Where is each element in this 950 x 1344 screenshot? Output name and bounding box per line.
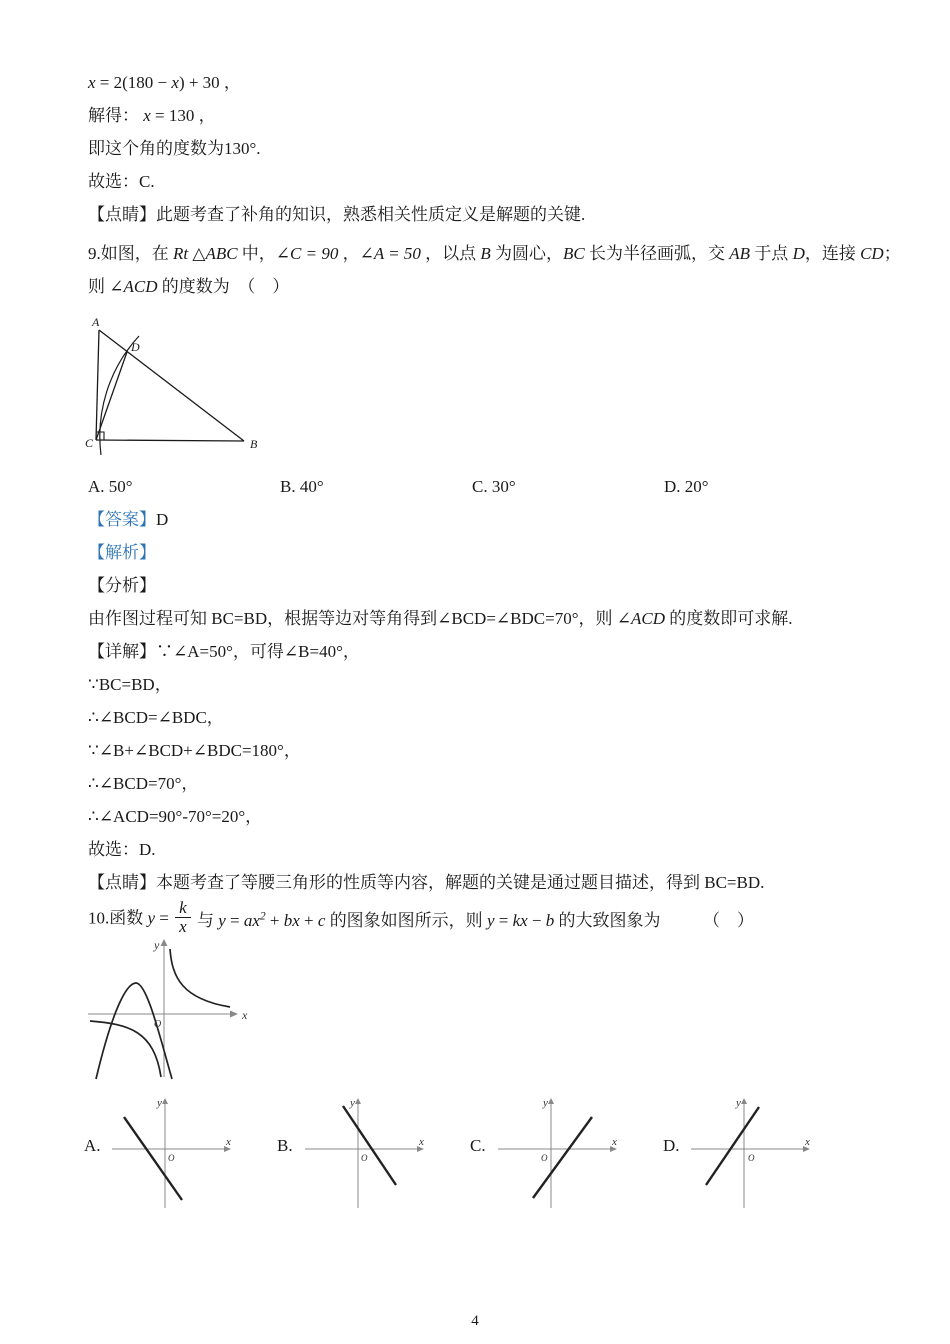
q10-stem-suffix: 与 $y = ax^2$ + bx + c 的图象如图所示，则 y = kx − b 的大致图象为 （ ） xyxy=(192,909,755,930)
option-label: C. xyxy=(472,477,488,496)
q9-fenxi-text: 由作图过程可知 BC=BD，根据等边对等角得到∠BCD=∠BDC=70°，则 ∠ACD 的度数即可求解. xyxy=(88,609,793,628)
option-label: B. xyxy=(280,477,296,496)
y-axis-label: y xyxy=(157,1096,162,1109)
y-axis-label: y xyxy=(154,937,160,952)
option-label: A. xyxy=(84,1135,101,1155)
q8-conclusion: 即这个角的度数为130°. xyxy=(88,139,261,158)
function-graph xyxy=(84,937,262,1085)
fraction-k-over-x xyxy=(175,899,191,936)
q9-stem-line2: 则 ∠ACD 的度数为 （ ） xyxy=(88,277,290,296)
q10-main-graph xyxy=(84,937,892,1090)
x-axis-label: x xyxy=(226,1135,231,1148)
page-number: 4 xyxy=(471,1313,479,1329)
line-positive-slope-positive-intercept xyxy=(706,1107,759,1185)
dianjing-text: 本题考查了等腰三角形的性质等内容，解题的关键是通过题目描述，得到 BC=BD. xyxy=(156,873,765,892)
q10-stem-prefix: 10.函数 y = xyxy=(88,908,174,928)
dianjing-tag: 【点睛】 xyxy=(88,205,156,224)
q10-option-a xyxy=(84,1096,277,1214)
q9-step: 【详解】∵∠A=50°，可得∠B=40°， xyxy=(88,642,360,661)
origin-label: O xyxy=(748,1152,755,1163)
triangle-diagram xyxy=(84,313,296,459)
q10-option-b xyxy=(277,1096,470,1214)
q9-step: 故选：D. xyxy=(88,840,156,859)
q8-solve-line: 解得： x = 130 ， xyxy=(88,106,216,125)
vertex-label-A: A xyxy=(92,315,100,329)
q9-jiexi-line xyxy=(88,536,892,569)
q9-dianjing xyxy=(88,866,892,899)
q10-stem xyxy=(88,899,892,937)
option-label: B. xyxy=(277,1135,293,1155)
vertex-label-D: D xyxy=(131,340,140,354)
q10-option-c xyxy=(470,1096,663,1214)
option-value: 40° xyxy=(299,477,324,496)
option-d-graph xyxy=(689,1096,814,1214)
line-negative-slope-positive-intercept xyxy=(343,1106,396,1185)
q9-stem-line1: 9.如图，在 Rt △ABC 中，∠C = 90 ，∠A = 50 ，以点 B 为圆心，BC 长为半径画弧，交 AB 于点 D，连接 CD； xyxy=(88,244,901,263)
option-value: 30° xyxy=(491,477,516,496)
q9-options-row xyxy=(88,470,892,503)
dianjing-tag: 【点睛】 xyxy=(88,873,156,892)
fenxi-tag: 【分析】 xyxy=(88,576,156,595)
side-AC xyxy=(96,330,99,440)
vertex-label-C: C xyxy=(85,436,94,450)
q9-fenxi-tag-line xyxy=(88,569,892,602)
option-a-graph xyxy=(110,1096,235,1214)
y-axis-label: y xyxy=(736,1096,741,1109)
q9-step: ∵BC=BD， xyxy=(88,675,172,694)
y-axis-arrow xyxy=(741,1098,747,1104)
q8-choice: 故选：C. xyxy=(88,172,155,191)
option-label: A. xyxy=(88,477,105,496)
q10-option-d xyxy=(663,1096,856,1214)
q9-option-c xyxy=(472,470,664,503)
answer-value: D xyxy=(156,510,169,529)
jiexi-tag: 【解析】 xyxy=(88,543,156,562)
q9-step: ∴∠BCD=∠BDC， xyxy=(88,708,224,727)
origin-label: O xyxy=(361,1152,368,1163)
x-axis-label: x xyxy=(242,1007,248,1022)
x-axis-label: x xyxy=(612,1135,617,1148)
q9-option-d xyxy=(664,470,856,503)
vertex-label-B: B xyxy=(250,437,258,451)
option-label: D. xyxy=(663,1135,680,1155)
side-CB xyxy=(96,440,244,441)
x-axis-label: x xyxy=(419,1135,424,1148)
y-axis-arrow xyxy=(355,1098,361,1104)
x-axis-label: x xyxy=(805,1135,810,1148)
q9-option-b xyxy=(280,470,472,503)
origin-label: O xyxy=(154,1018,162,1030)
origin-label: O xyxy=(168,1152,175,1163)
hyperbola-branch-q1 xyxy=(170,949,230,1007)
option-c-graph xyxy=(496,1096,621,1214)
option-value: 20° xyxy=(684,477,709,496)
origin-label: O xyxy=(541,1152,548,1163)
dianjing-text: 此题考查了补角的知识，熟悉相关性质定义是解题的关键. xyxy=(156,205,586,224)
fraction-numerator: k xyxy=(179,898,187,918)
q8-equation: x = 2(180 − x) + 30 ， xyxy=(88,73,241,92)
q9-step: ∴∠BCD=70°， xyxy=(88,774,199,793)
option-b-graph xyxy=(303,1096,428,1214)
option-label: C. xyxy=(470,1135,486,1155)
option-value: 50° xyxy=(108,477,133,496)
option-label: D. xyxy=(664,477,681,496)
q9-answer-line xyxy=(88,503,892,536)
q9-option-a xyxy=(88,470,280,503)
q9-step: ∵∠B+∠BCD+∠BDC=180°， xyxy=(88,741,301,760)
hyperbola-branch-q3 xyxy=(90,1018,162,1077)
y-axis-arrow xyxy=(161,939,168,946)
y-axis-label: y xyxy=(543,1096,548,1109)
fraction-denominator: x xyxy=(175,917,191,936)
q10-options-row xyxy=(84,1096,892,1214)
y-axis-arrow xyxy=(162,1098,168,1104)
q9-triangle-figure xyxy=(84,313,892,464)
q9-step: ∴∠ACD=90°-70°=20°， xyxy=(88,807,263,826)
answer-tag: 【答案】 xyxy=(88,510,156,529)
y-axis-label: y xyxy=(350,1096,355,1109)
q8-dianjing xyxy=(88,198,892,231)
side-AB xyxy=(99,330,244,441)
y-axis-arrow xyxy=(548,1098,554,1104)
x-axis-arrow xyxy=(230,1010,238,1017)
